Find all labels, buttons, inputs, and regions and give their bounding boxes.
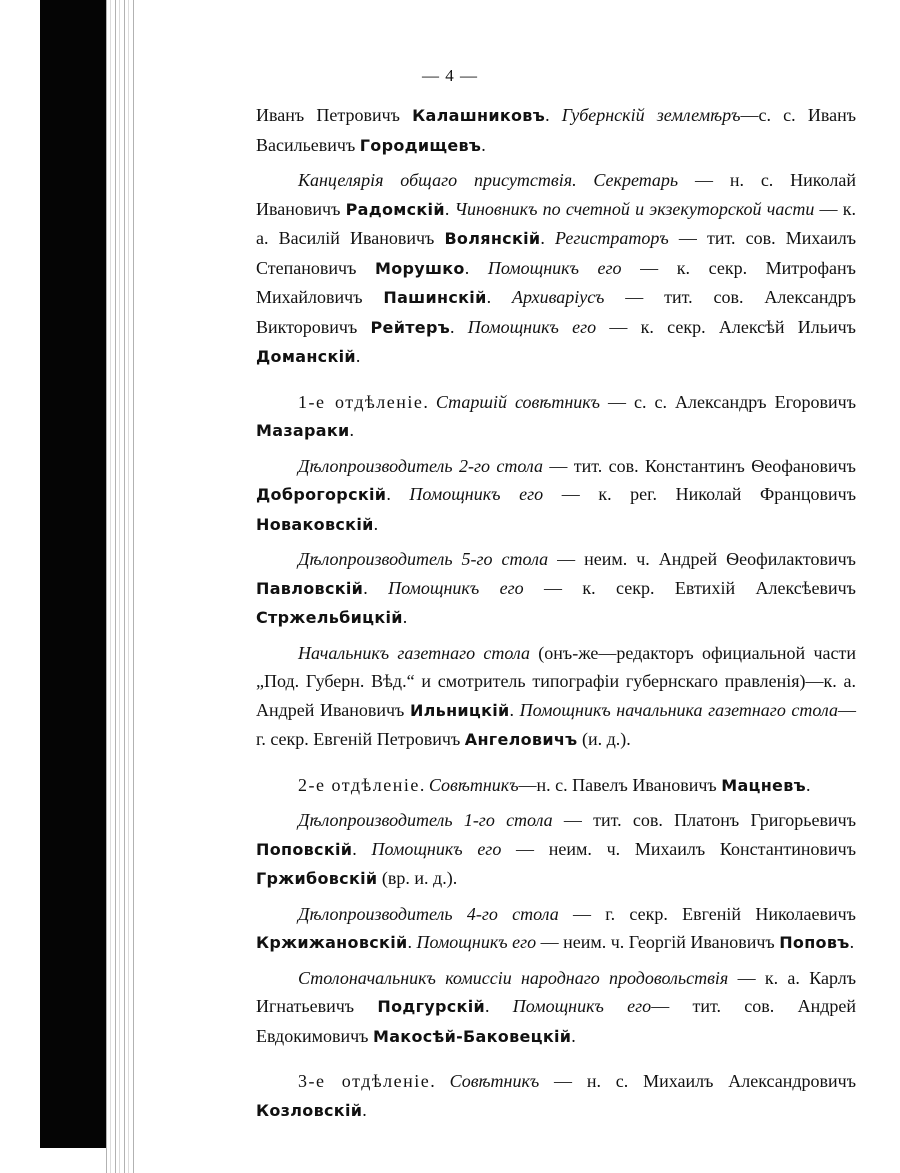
text-run: (онъ-же—редакторъ официальной части „Под. Губерн. Вѣд.“ и смотритель типографіи губернскаго правленія)—к. а. Андрей Ивановичъ	[256, 642, 856, 720]
italic-title-run: Помощникъ начальника газетнаго стола	[519, 699, 838, 720]
bold-name-run: Городищевъ	[359, 135, 482, 155]
paragraph-9	[256, 900, 856, 958]
italic-title-run: Помощникъ его	[487, 257, 622, 278]
text-run: — неим. ч. Андрей Ѳеофилактовичъ	[548, 549, 856, 569]
bold-name-run: Калашниковъ	[412, 106, 546, 125]
text-run: Иванъ Петровичъ	[256, 105, 413, 125]
text-run: — к. а. Василій Ивановичъ	[256, 198, 857, 248]
text-run: .	[373, 513, 379, 534]
italic-title-run: Архиваріусъ	[511, 287, 605, 307]
text-run: .	[450, 316, 468, 337]
italic-title-run: Помощникъ его	[512, 996, 652, 1016]
bold-name-run: Ильницкій	[409, 700, 510, 720]
italic-title-run: Совѣтникъ	[428, 774, 519, 795]
italic-title-run: Регистраторъ	[555, 228, 669, 248]
text-run: — с. с. Александръ Егоровичъ	[600, 391, 856, 412]
bold-name-run: Новаковскій	[256, 514, 374, 534]
italic-title-run: Губернскій землемѣръ	[561, 105, 741, 125]
paragraph-3	[256, 388, 856, 446]
bold-name-run: Доброгорскій	[256, 485, 387, 504]
text-run: .	[386, 484, 410, 504]
text-run: .	[352, 838, 372, 859]
paragraph-10	[256, 964, 856, 1052]
text-run: .	[444, 198, 455, 219]
bold-name-run: Мацневъ	[721, 775, 806, 795]
text-run: — н. с. Михаилъ Александровичъ	[539, 1071, 857, 1091]
text-run: .	[349, 420, 355, 440]
text-run: — тит. сов. Платонъ Григорьевичъ	[552, 810, 856, 830]
text-run: — к. секр. Митрофанъ Михайловичъ	[256, 257, 856, 307]
paragraph-6	[256, 639, 856, 755]
italic-title-run: Дѣлопроизводитель 5-го стола	[298, 549, 549, 569]
bold-name-run: Кржижановскій	[256, 933, 408, 952]
bold-name-run: Ангеловичъ	[464, 730, 578, 749]
text-run: .	[481, 134, 486, 155]
text-run: — тит. сов. Андрей Евдокимовичъ	[256, 996, 856, 1046]
italic-title-run: Помощникъ его	[416, 932, 537, 952]
paragraph-7	[256, 771, 856, 801]
bold-name-run: Стржельбицкій	[256, 608, 403, 627]
text-run: — г. секр. Евгеній Николаевичъ	[558, 903, 856, 924]
bold-name-run: Радомскій	[345, 199, 445, 219]
text-run: .	[430, 1071, 450, 1091]
italic-title-run: Помощникъ его	[388, 577, 524, 598]
italic-title-run: Помощникъ его	[467, 316, 597, 337]
text-run: — тит. сов. Александръ Викторовичъ	[256, 287, 856, 337]
bold-name-run: Поповъ	[779, 933, 850, 952]
italic-title-run: Чиновникъ по счетной и экзекуторской части	[454, 198, 815, 219]
bold-name-run: Поповскій	[256, 839, 353, 859]
bold-name-run: Макосѣй-Баковецкій	[372, 1026, 572, 1046]
text-run: .	[540, 228, 556, 248]
italic-title-run: Дѣлопроизводитель 1-го стола	[298, 810, 553, 830]
text-run: .	[545, 105, 562, 125]
bold-name-run: Морушко	[374, 258, 465, 278]
text-run: —с. с. Иванъ Васильевичъ	[256, 105, 857, 155]
text-run: .	[486, 287, 512, 307]
section-heading-run: 2-е отдѣленіе	[298, 774, 420, 795]
paragraph-5	[256, 545, 856, 633]
page-number: — 4 —	[422, 66, 478, 85]
document-body	[256, 101, 856, 1125]
section-heading-run: 1-е отдѣленіе	[298, 391, 424, 412]
bold-name-run: Рейтеръ	[370, 317, 451, 337]
italic-title-run: Дѣлопроизводитель 4-го стола	[298, 903, 559, 924]
text-run: — к. рег. Николай Францовичъ	[543, 484, 857, 504]
text-run: (и. д.).	[577, 729, 631, 749]
text-run: .	[355, 346, 361, 366]
paragraph-11	[256, 1067, 856, 1125]
bold-name-run: Доманскій	[256, 347, 356, 366]
text-run: —н. с. Павелъ Ивановичъ	[518, 774, 722, 795]
text-run: .	[362, 1099, 367, 1120]
text-run: — неим. ч. Михаилъ Константиновичъ	[501, 838, 856, 859]
text-run: (вр. и. д.).	[377, 868, 458, 888]
italic-title-run: Столоначальникъ комиссіи народнаго продовольствія	[298, 967, 729, 988]
paragraph-2	[256, 166, 856, 372]
italic-title-run: Помощникъ его	[371, 838, 502, 859]
text-run: .	[849, 932, 855, 952]
text-run: — к. а. Карлъ Игнатьевичъ	[256, 967, 856, 1016]
section-heading-run: 3-е отдѣленіе	[298, 1071, 431, 1091]
italic-title-run: Старшій совѣтникъ	[435, 391, 601, 412]
bold-name-run: Гржибовскій	[256, 869, 378, 888]
italic-title-run: Совѣтникъ	[449, 1071, 540, 1091]
text-run: .	[402, 607, 408, 627]
text-run: .	[571, 1025, 576, 1046]
bold-name-run: Волянскій	[444, 229, 541, 248]
italic-title-run: Канцелярія общаго присутствія. Секретарь	[298, 170, 679, 190]
text-run: .	[419, 774, 429, 795]
paragraph-1	[256, 101, 856, 160]
bold-name-run: Пашинскій	[383, 288, 487, 307]
text-run: .	[423, 391, 436, 412]
italic-title-run: Начальникъ газетнаго стола	[298, 642, 530, 663]
paragraph-4	[256, 452, 856, 540]
text-run: .	[407, 932, 417, 952]
text-run: — неим. ч. Георгій Ивановичъ	[536, 932, 780, 952]
text-run: .	[509, 699, 520, 720]
bold-name-run: Подгурскій	[377, 997, 485, 1016]
text-run: .	[805, 774, 811, 795]
text-run: — к. секр. Алексѣй Ильичъ	[596, 316, 856, 337]
text-run: .	[485, 996, 513, 1016]
italic-title-run: Помощникъ его	[409, 484, 544, 504]
scan-edge-noise	[106, 0, 136, 1173]
text-run: — тит. сов. Михаилъ Степановичъ	[256, 228, 856, 278]
text-run: — н. с. Николай Ивановичъ	[256, 170, 856, 219]
scan-binding-shadow	[40, 0, 106, 1148]
text-run: .	[363, 577, 389, 598]
italic-title-run: Дѣлопроизводитель 2-го стола	[298, 455, 543, 476]
text-run: — к. секр. Евтихій Алексѣевичъ	[523, 577, 856, 598]
paragraph-8	[256, 806, 856, 894]
bold-name-run: Мазараки	[256, 421, 350, 440]
bold-name-run: Павловскій	[256, 578, 364, 598]
text-run: — тит. сов. Константинъ Ѳеофановичъ	[542, 455, 856, 476]
bold-name-run: Козловскій	[256, 1100, 363, 1120]
text-run: .	[464, 257, 488, 278]
text-run: —г. секр. Евгеній Петровичъ	[256, 699, 856, 749]
